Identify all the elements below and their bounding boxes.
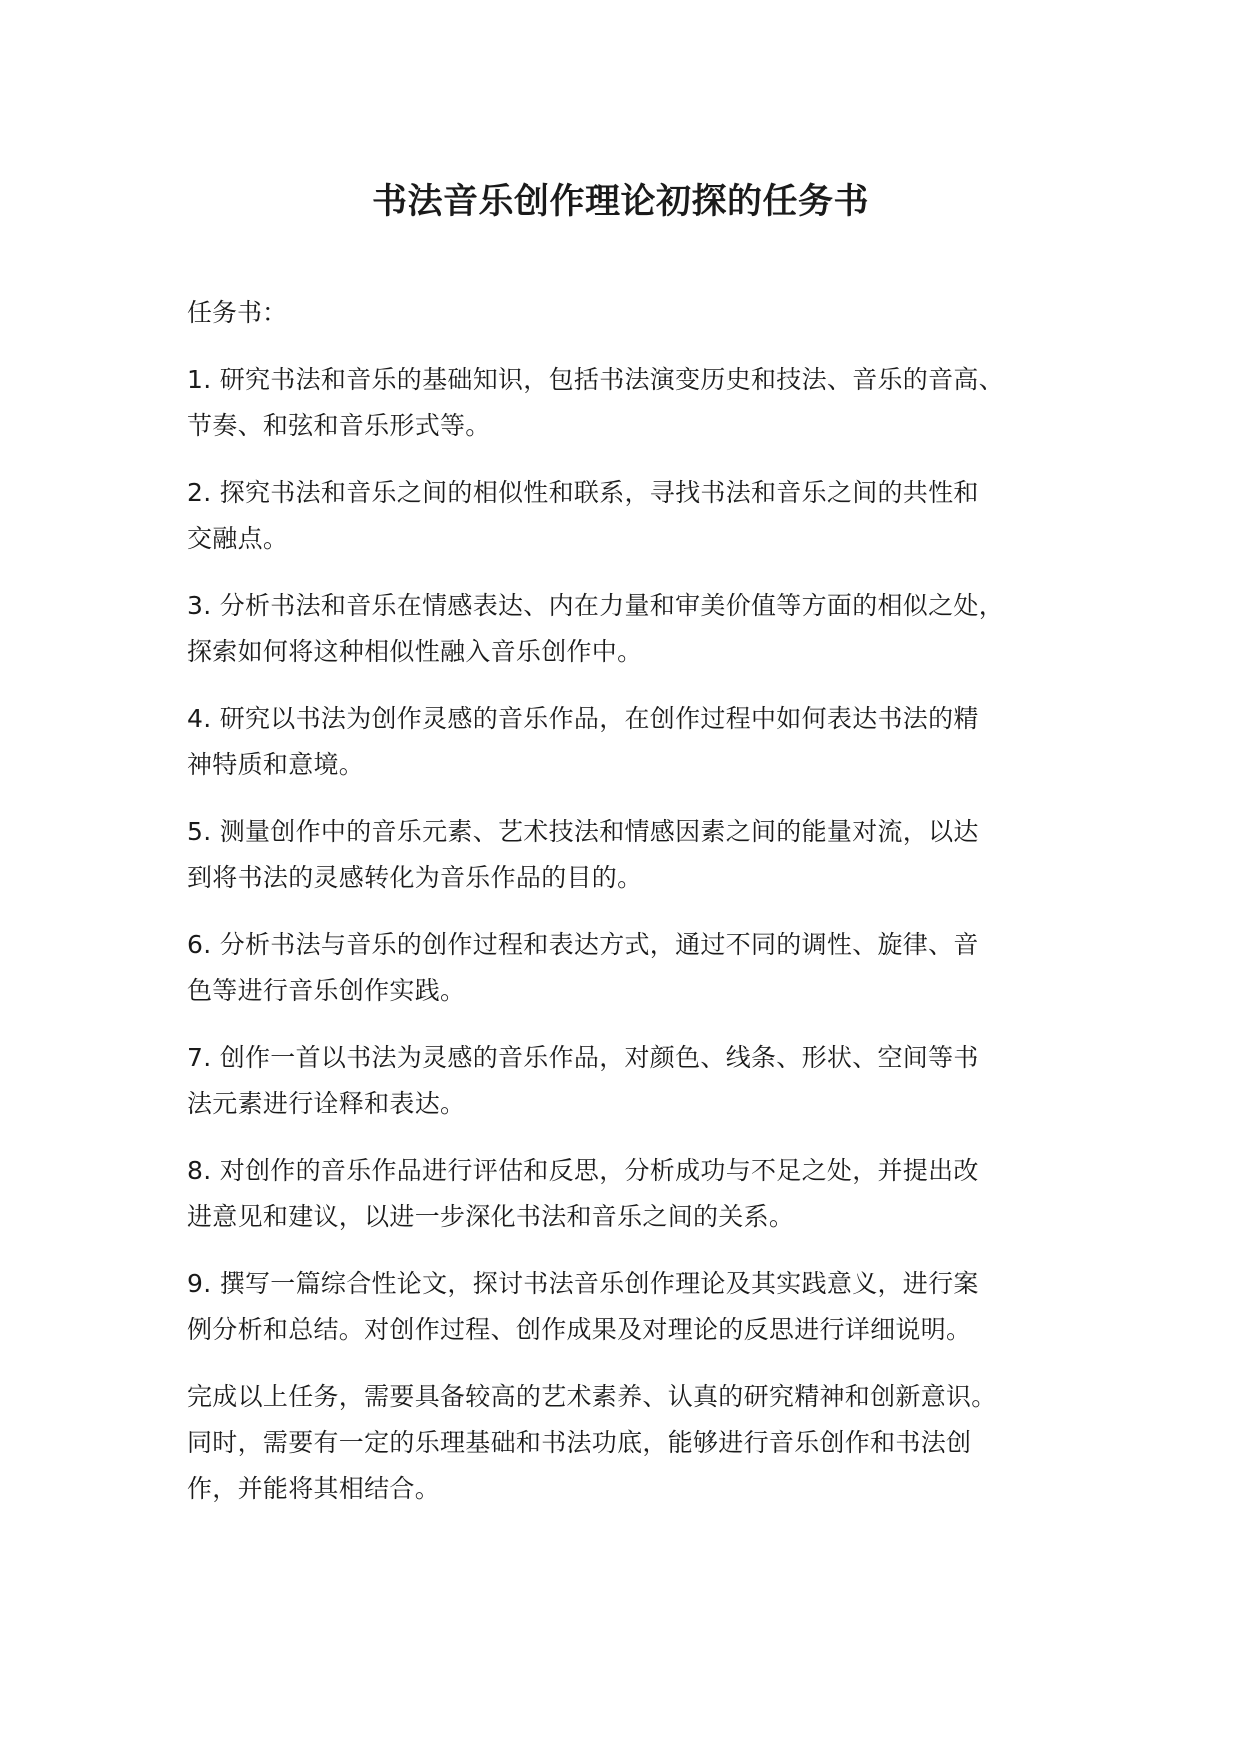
conclusion-line: 作，并能将其相结合。 bbox=[187, 1474, 441, 1503]
task-item-line: 1. 研究书法和音乐的基础知识，包括书法演变历史和技法、音乐的音高、 bbox=[187, 365, 1005, 394]
conclusion-line: 同时，需要有一定的乐理基础和书法功底，能够进行音乐创作和书法创 bbox=[187, 1428, 972, 1457]
document-title: 书法音乐创作理论初探的任务书 bbox=[371, 182, 869, 222]
task-item-6 bbox=[187, 922, 1067, 1014]
task-item-line: 探索如何将这种相似性融入音乐创作中。 bbox=[187, 637, 643, 666]
task-item-7 bbox=[187, 1035, 1067, 1127]
task-item-2 bbox=[187, 470, 1067, 562]
task-item-line: 节奏、和弦和音乐形式等。 bbox=[187, 411, 491, 440]
task-item-line: 色等进行音乐创作实践。 bbox=[187, 976, 466, 1005]
intro-label: 任务书： bbox=[187, 298, 288, 327]
task-item-4 bbox=[187, 696, 1067, 788]
task-item-8 bbox=[187, 1148, 1067, 1240]
task-item-line: 法元素进行诠释和表达。 bbox=[187, 1089, 466, 1118]
task-item-line: 9. 撰写一篇综合性论文，探讨书法音乐创作理论及其实践意义，进行案 bbox=[187, 1269, 979, 1298]
task-item-line: 例分析和总结。对创作过程、创作成果及对理论的反思进行详细说明。 bbox=[187, 1315, 972, 1344]
task-item-line: 7. 创作一首以书法为灵感的音乐作品，对颜色、线条、形状、空间等书 bbox=[187, 1043, 979, 1072]
task-item-5 bbox=[187, 809, 1067, 901]
task-item-line: 6. 分析书法与音乐的创作过程和表达方式，通过不同的调性、旋律、音 bbox=[187, 930, 979, 959]
task-item-line: 进意见和建议，以进一步深化书法和音乐之间的关系。 bbox=[187, 1202, 795, 1231]
task-item-line: 8. 对创作的音乐作品进行评估和反思，分析成功与不足之处，并提出改 bbox=[187, 1156, 979, 1185]
conclusion-paragraph bbox=[187, 1374, 1067, 1512]
task-item-line: 2. 探究书法和音乐之间的相似性和联系，寻找书法和音乐之间的共性和 bbox=[187, 478, 979, 507]
task-item-line: 到将书法的灵感转化为音乐作品的目的。 bbox=[187, 863, 643, 892]
document-body bbox=[187, 290, 1067, 1533]
task-item-9 bbox=[187, 1261, 1067, 1353]
task-item-line: 5. 测量创作中的音乐元素、艺术技法和情感因素之间的能量对流，以达 bbox=[187, 817, 979, 846]
task-item-line: 3. 分析书法和音乐在情感表达、内在力量和审美价值等方面的相似之处， bbox=[187, 591, 1005, 620]
conclusion-line: 完成以上任务，需要具备较高的艺术素养、认真的研究精神和创新意识。 bbox=[187, 1382, 997, 1411]
task-item-1 bbox=[187, 357, 1067, 449]
task-item-3 bbox=[187, 583, 1067, 675]
task-item-line: 神特质和意境。 bbox=[187, 750, 365, 779]
task-item-line: 交融点。 bbox=[187, 524, 289, 553]
task-item-line: 4. 研究以书法为创作灵感的音乐作品，在创作过程中如何表达书法的精 bbox=[187, 704, 979, 733]
